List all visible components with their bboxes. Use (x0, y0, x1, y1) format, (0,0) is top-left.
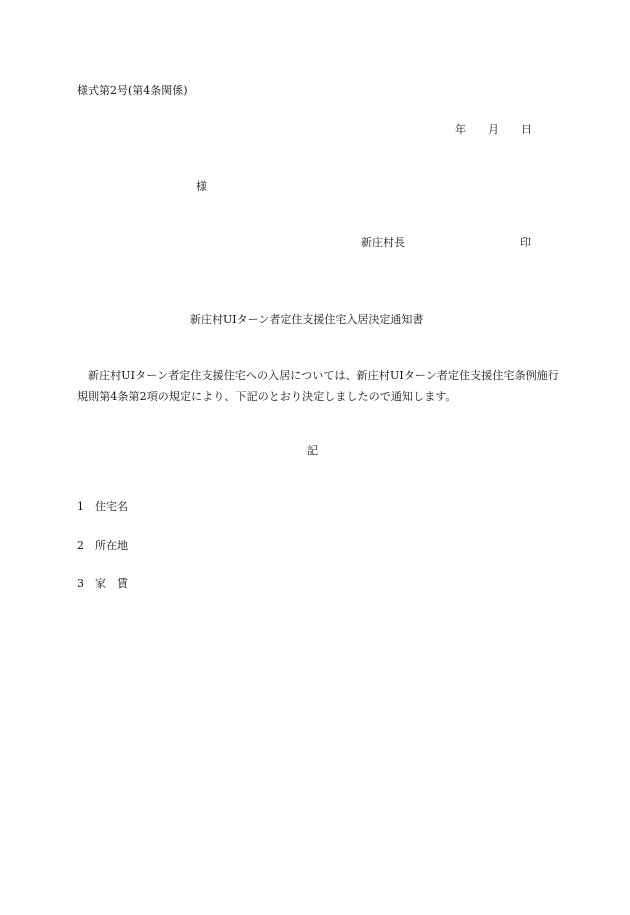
form-number: 様式第2号(第4条関係) (77, 84, 188, 97)
ki-heading: 記 (307, 444, 318, 457)
list-item (77, 576, 128, 591)
list-item (77, 499, 128, 514)
document-title: 新庄村UIターン者定住支援住宅入居決定通知書 (190, 313, 424, 326)
notice-body: 新庄村UIターン者定住支援住宅への入居については、新庄村UIターン者定住支援住宅条例施行規則第4条第2項の規定により、下記のとおり決定しましたので通知します。 (77, 369, 559, 403)
seal-mark: 印 (520, 236, 531, 249)
item-number: 2 (77, 539, 84, 552)
date-year-label: 年 (455, 123, 466, 136)
item-label-rent-part2: 賃 (117, 577, 128, 590)
date-month-label: 月 (488, 123, 499, 136)
item-label-rent (95, 577, 128, 590)
item-label-location: 所在地 (95, 539, 128, 552)
item-label-house-name: 住宅名 (95, 500, 128, 513)
addressee-honorific: 様 (196, 180, 207, 193)
date-day-label: 日 (521, 123, 532, 136)
item-number: 1 (77, 500, 84, 513)
date-line (455, 122, 532, 137)
issuer-line (361, 235, 531, 250)
item-label-rent-part1: 家 (95, 577, 106, 590)
item-number: 3 (77, 577, 84, 590)
issuer-name: 新庄村長 (361, 236, 405, 249)
list-item (77, 538, 128, 553)
